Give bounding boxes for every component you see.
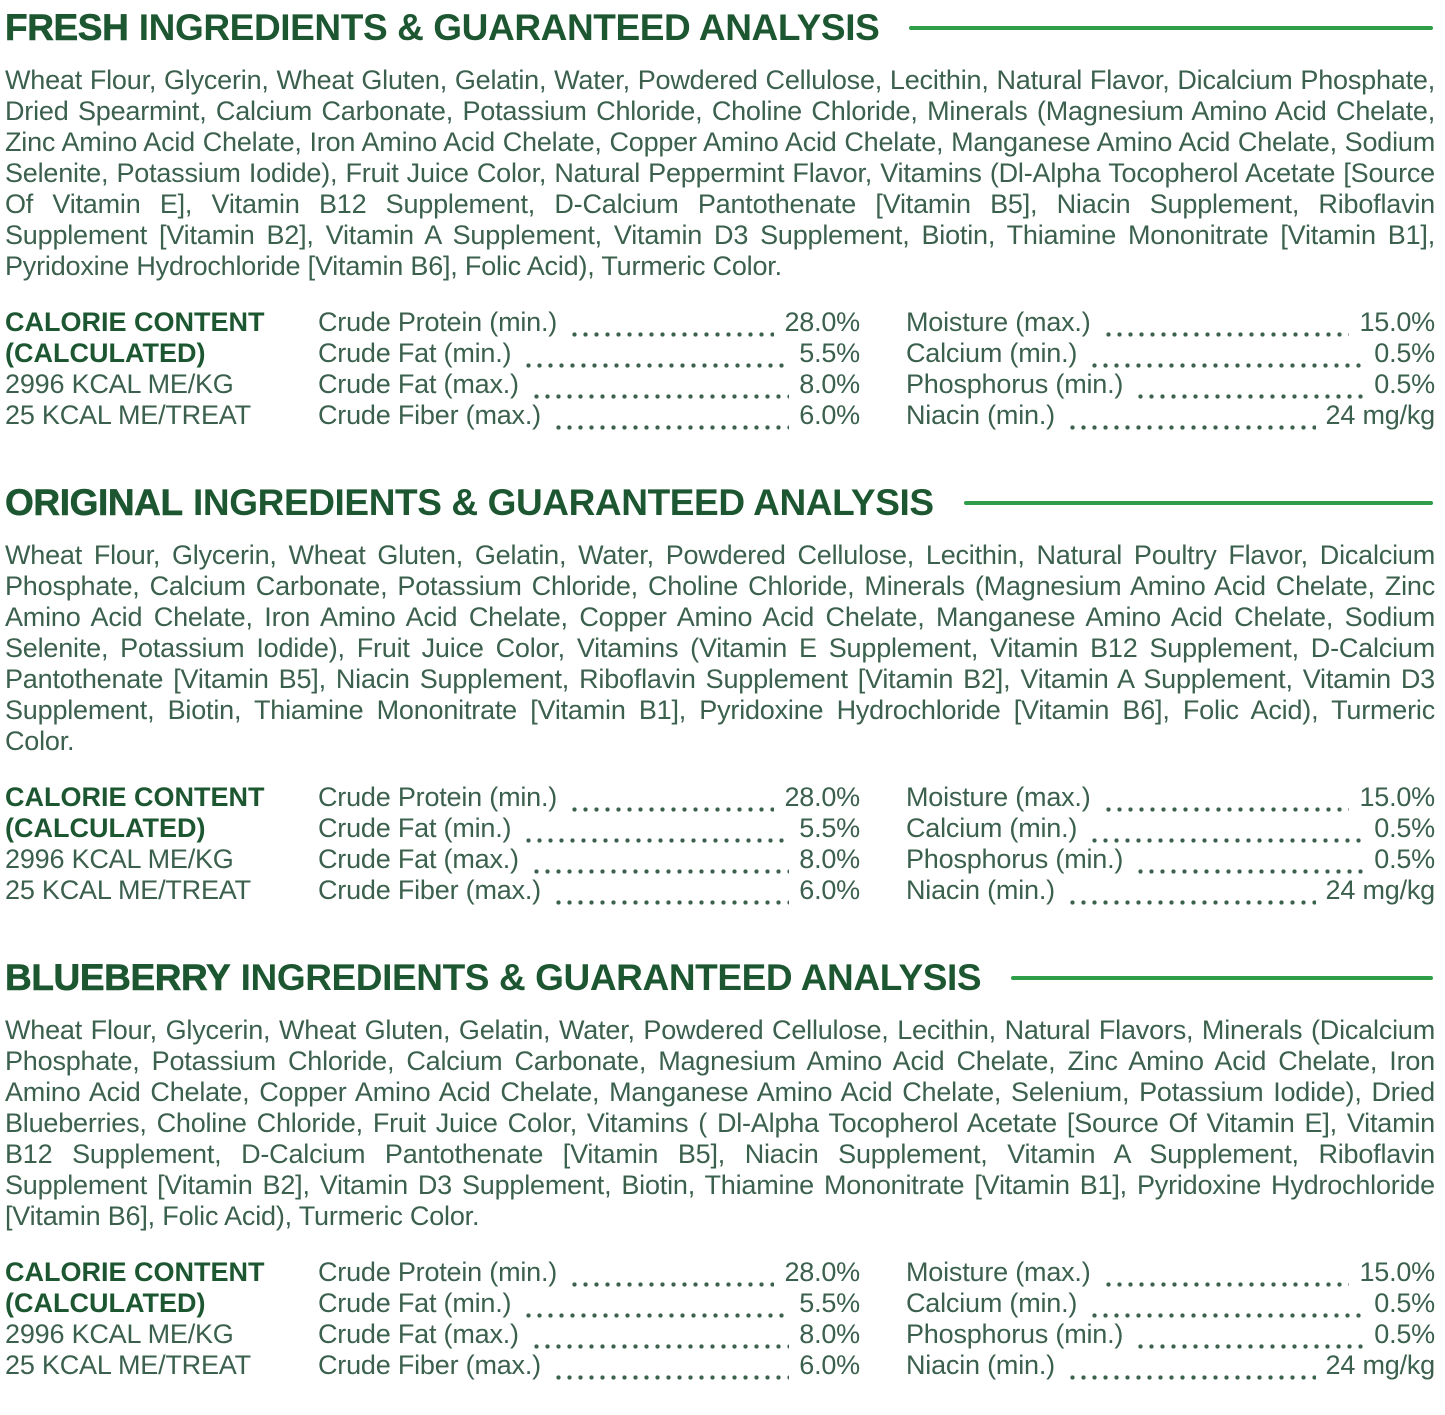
analysis-row xyxy=(906,844,1435,875)
analysis-row xyxy=(318,1319,860,1350)
dot-leader xyxy=(1101,331,1350,338)
dot-leader xyxy=(529,393,789,400)
analysis-row xyxy=(906,1319,1435,1350)
analysis-label: Crude Fat (max.) xyxy=(318,1319,519,1349)
analysis-label: Calcium (min.) xyxy=(906,1288,1078,1318)
analysis-value: 28.0% xyxy=(784,782,860,812)
section-heading xyxy=(5,6,879,50)
analysis-row xyxy=(318,844,860,875)
analysis-value: 15.0% xyxy=(1359,1257,1435,1287)
analysis-value: 0.5% xyxy=(1374,1288,1435,1318)
kcal-per-treat: 25 KCAL ME/TREAT xyxy=(5,400,251,430)
analysis-label: Niacin (min.) xyxy=(906,400,1055,430)
analysis-value: 5.5% xyxy=(799,338,860,368)
flavor-name: ORIGINAL xyxy=(5,482,183,523)
section-heading-row xyxy=(5,956,1435,1000)
heading-rule-line xyxy=(909,26,1433,30)
analysis-row xyxy=(318,400,860,431)
dot-leader xyxy=(1087,837,1364,844)
kcal-per-kg: 2996 KCAL ME/KG xyxy=(5,844,234,874)
analysis-value: 5.5% xyxy=(799,1288,860,1318)
section-heading-row xyxy=(5,481,1435,525)
section-heading-row xyxy=(5,6,1435,50)
analysis-row xyxy=(318,875,860,906)
analysis-value: 15.0% xyxy=(1359,782,1435,812)
analysis-value: 0.5% xyxy=(1374,844,1435,874)
analysis-left-column xyxy=(318,1257,860,1381)
calorie-content-column xyxy=(5,1257,318,1381)
dot-leader xyxy=(529,868,789,875)
analysis-label: Crude Fat (min.) xyxy=(318,813,512,843)
analysis-label: Calcium (min.) xyxy=(906,813,1078,843)
calorie-content-column xyxy=(5,782,318,906)
analysis-row xyxy=(318,338,860,369)
section-heading xyxy=(5,956,981,1000)
analysis-left-column xyxy=(318,307,860,431)
analysis-label: Moisture (max.) xyxy=(906,307,1091,337)
analysis-label: Crude Fat (min.) xyxy=(318,1288,512,1318)
dot-leader xyxy=(1065,424,1316,431)
kcal-per-kg: 2996 KCAL ME/KG xyxy=(5,1319,234,1349)
analysis-row xyxy=(906,875,1435,906)
analysis-row xyxy=(906,1288,1435,1319)
dot-leader xyxy=(1087,1312,1364,1319)
heading-rest: INGREDIENTS & GUARANTEED ANALYSIS xyxy=(138,7,880,48)
analysis-label: Moisture (max.) xyxy=(906,782,1091,812)
calorie-content-title: CALORIE CONTENT xyxy=(5,782,265,812)
analysis-value: 5.5% xyxy=(799,813,860,843)
calorie-content-subtitle: (CALCULATED) xyxy=(5,1288,206,1318)
analysis-row xyxy=(318,1257,860,1288)
analysis-value: 8.0% xyxy=(799,369,860,399)
analysis-row xyxy=(906,369,1435,400)
analysis-label: Niacin (min.) xyxy=(906,1350,1055,1380)
analysis-left-column xyxy=(318,782,860,906)
analysis-label: Crude Protein (min.) xyxy=(318,307,558,337)
dot-leader xyxy=(1101,1281,1350,1288)
dot-leader xyxy=(567,1281,774,1288)
analysis-right-column xyxy=(906,307,1435,431)
ingredients-text: Wheat Flour, Glycerin, Wheat Gluten, Gelatin, Water, Powdered Cellulose, Lecithin, Natural Poultry Flavor, Dicalcium Phosphate, Calcium Carbonate, Potassium Chloride, Choline Chloride, Minerals (Magnesium Amino Acid Chelate, Zinc Amino Acid Chelate, Iron Amino Acid Chelate, Copper Amino Acid Chelate, Manganese Amino Acid Chelate, Sodium Selenite, Potassium Iodide), Fruit Juice Color, Vitamins (Vitamin E Supplement, Vitamin B12 Supplement, D-Calcium Pantothenate [Vitamin B5], Niacin Supplement, Riboflavin Supplement [Vitamin B2], Vitamin A Supplement, Vitamin D3 Supplement, Biotin, Thiamine Mononitrate [Vitamin B1], Pyridoxine Hydrochloride [Vitamin B6], Folic Acid), Turmeric Color. xyxy=(5,540,1435,756)
analysis-value: 6.0% xyxy=(799,400,860,430)
analysis-value: 6.0% xyxy=(799,1350,860,1380)
analysis-value: 0.5% xyxy=(1374,813,1435,843)
dot-leader xyxy=(1133,868,1364,875)
analysis-label: Crude Fat (max.) xyxy=(318,369,519,399)
analysis-value: 28.0% xyxy=(784,1257,860,1287)
analysis-value: 8.0% xyxy=(799,844,860,874)
ingredients-text: Wheat Flour, Glycerin, Wheat Gluten, Gelatin, Water, Powdered Cellulose, Lecithin, Natural Flavor, Dicalcium Phosphate, Dried Spearmint, Calcium Carbonate, Potassium Chloride, Choline Chloride, Minerals (Magnesium Amino Acid Chelate, Zinc Amino Acid Chelate, Iron Amino Acid Chelate, Copper Amino Acid Chelate, Manganese Amino Acid Chelate, Sodium Selenite, Potassium Iodide), Fruit Juice Color, Natural Peppermint Flavor, Vitamins (Dl-Alpha Tocopherol Acetate [Source Of Vitamin E], Vitamin B12 Supplement, D-Calcium Pantothenate [Vitamin B5], Niacin Supplement, Riboflavin Supplement [Vitamin B2], Vitamin A Supplement, Vitamin D3 Supplement, Biotin, Thiamine Mononitrate [Vitamin B1], Pyridoxine Hydrochloride [Vitamin B6], Folic Acid), Turmeric Color. xyxy=(5,65,1435,281)
analysis-label: Niacin (min.) xyxy=(906,875,1055,905)
analysis-label: Crude Fiber (max.) xyxy=(318,400,541,430)
analysis-label: Calcium (min.) xyxy=(906,338,1078,368)
dot-leader xyxy=(521,837,789,844)
analysis-label: Crude Fiber (max.) xyxy=(318,875,541,905)
flavor-name: FRESH xyxy=(5,7,129,48)
analysis-value: 24 mg/kg xyxy=(1325,875,1435,905)
analysis-right-column xyxy=(906,782,1435,906)
analysis-value: 24 mg/kg xyxy=(1325,400,1435,430)
dot-leader xyxy=(551,1374,789,1381)
kcal-per-treat: 25 KCAL ME/TREAT xyxy=(5,875,251,905)
calorie-content-subtitle: (CALCULATED) xyxy=(5,813,206,843)
analysis-value: 24 mg/kg xyxy=(1325,1350,1435,1380)
calorie-content-title: CALORIE CONTENT xyxy=(5,1257,265,1287)
dot-leader xyxy=(1133,1343,1364,1350)
calorie-content-subtitle: (CALCULATED) xyxy=(5,338,206,368)
ingredients-text: Wheat Flour, Glycerin, Wheat Gluten, Gelatin, Water, Powdered Cellulose, Lecithin, Natural Flavors, Minerals (Dicalcium Phosphate, Potassium Chloride, Calcium Carbonate, Magnesium Amino Acid Chelate, Zinc Amino Acid Chelate, Iron Amino Acid Chelate, Copper Amino Acid Chelate, Manganese Amino Acid Chelate, Selenium, Potassium Iodide), Dried Blueberries, Choline Chloride, Fruit Juice Color, Vitamins ( Dl-Alpha Tocopherol Acetate [Source Of Vitamin E], Vitamin B12 Supplement, D-Calcium Pantothenate [Vitamin B5], Niacin Supplement, Vitamin A Supplement, Riboflavin Supplement [Vitamin B2], Vitamin D3 Supplement, Biotin, Thiamine Mononitrate [Vitamin B1], Pyridoxine Hydrochloride [Vitamin B6], Folic Acid), Turmeric Color. xyxy=(5,1015,1435,1231)
flavor-section xyxy=(5,956,1435,1381)
dot-leader xyxy=(521,362,789,369)
analysis-row xyxy=(318,813,860,844)
flavor-section xyxy=(5,481,1435,906)
analysis-row xyxy=(318,307,860,338)
analysis-label: Crude Fat (min.) xyxy=(318,338,512,368)
analysis-value: 8.0% xyxy=(799,1319,860,1349)
guaranteed-analysis-block xyxy=(5,782,1435,906)
analysis-label: Phosphorus (min.) xyxy=(906,369,1124,399)
analysis-row xyxy=(906,1257,1435,1288)
analysis-value: 28.0% xyxy=(784,307,860,337)
dot-leader xyxy=(551,899,789,906)
analysis-value: 0.5% xyxy=(1374,369,1435,399)
dot-leader xyxy=(1133,393,1364,400)
heading-rest: INGREDIENTS & GUARANTEED ANALYSIS xyxy=(240,957,982,998)
dot-leader xyxy=(551,424,789,431)
analysis-label: Crude Protein (min.) xyxy=(318,1257,558,1287)
heading-rule-line xyxy=(1011,976,1433,980)
dot-leader xyxy=(529,1343,789,1350)
analysis-label: Crude Fiber (max.) xyxy=(318,1350,541,1380)
analysis-row xyxy=(906,1350,1435,1381)
heading-rest: INGREDIENTS & GUARANTEED ANALYSIS xyxy=(193,482,934,523)
dot-leader xyxy=(1065,1374,1316,1381)
analysis-value: 6.0% xyxy=(799,875,860,905)
analysis-row xyxy=(318,1288,860,1319)
analysis-label: Phosphorus (min.) xyxy=(906,844,1124,874)
guaranteed-analysis-block xyxy=(5,307,1435,431)
analysis-right-column xyxy=(906,1257,1435,1381)
analysis-row xyxy=(906,400,1435,431)
analysis-row xyxy=(906,813,1435,844)
analysis-label: Phosphorus (min.) xyxy=(906,1319,1124,1349)
flavor-name: BLUEBERRY xyxy=(5,957,231,998)
dot-leader xyxy=(1101,806,1350,813)
analysis-row xyxy=(906,307,1435,338)
heading-rule-line xyxy=(964,501,1433,505)
analysis-row xyxy=(318,782,860,813)
guaranteed-analysis-block xyxy=(5,1257,1435,1381)
analysis-label: Crude Protein (min.) xyxy=(318,782,558,812)
analysis-row xyxy=(906,782,1435,813)
kcal-per-kg: 2996 KCAL ME/KG xyxy=(5,369,234,399)
dot-leader xyxy=(1087,362,1364,369)
calorie-content-title: CALORIE CONTENT xyxy=(5,307,265,337)
analysis-value: 0.5% xyxy=(1374,338,1435,368)
analysis-value: 0.5% xyxy=(1374,1319,1435,1349)
analysis-row xyxy=(318,1350,860,1381)
analysis-label: Crude Fat (max.) xyxy=(318,844,519,874)
flavor-section xyxy=(5,6,1435,431)
analysis-value: 15.0% xyxy=(1359,307,1435,337)
kcal-per-treat: 25 KCAL ME/TREAT xyxy=(5,1350,251,1380)
dot-leader xyxy=(521,1312,789,1319)
section-heading xyxy=(5,481,934,525)
analysis-label: Moisture (max.) xyxy=(906,1257,1091,1287)
dot-leader xyxy=(567,331,774,338)
dot-leader xyxy=(1065,899,1316,906)
analysis-row xyxy=(318,369,860,400)
dot-leader xyxy=(567,806,774,813)
analysis-row xyxy=(906,338,1435,369)
calorie-content-column xyxy=(5,307,318,431)
